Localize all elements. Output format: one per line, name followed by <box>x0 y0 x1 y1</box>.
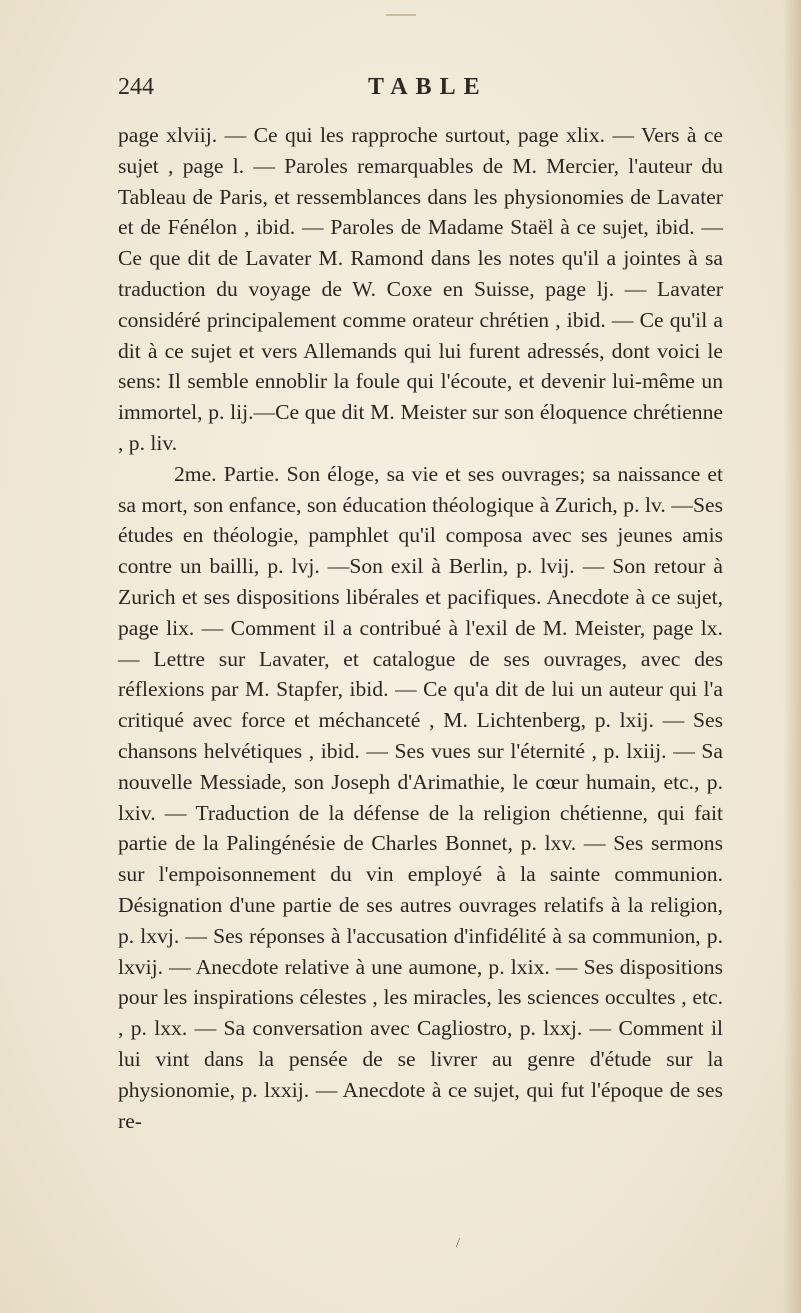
stray-mark: / <box>456 1236 460 1251</box>
paragraph-2: 2me. Partie. Son éloge, sa vie et ses ouvrages; sa naissance et sa mort, son enfance, son éducation théologique à Zurich, p. lv. —Ses études en théologie, pamphlet qu'il composa avec ses jeunes amis contre un bailli, p. lvj. —Son exil à Berlin, p. lvij. — Son retour à Zurich et ses dispositions libérales et pacifiques. Anecdote à ce sujet, page lix. — Comment il a contribué à l'exil de M. Meister, page lx. — Lettre sur Lavater, et catalogue de ses ouvrages, avec des réflexions par M. Stapfer, ibid. — Ce qu'a dit de lui un auteur qui l'a critiqué avec force et méchanceté , M. Lichtenberg, p. lxij. — Ses chansons helvétiques , ibid. — Ses vues sur l'éternité , p. lxiij. — Sa nouvelle Messiade, son Joseph d'Arimathie, le cœur humain, etc., p. lxiv. — Traduction de la défense de la religion chétienne, qui fait partie de la Palingénésie de Charles Bonnet, p. lxv. — Ses sermons sur l'empoisonnement du vin employé à la sainte communion. Désignation d'une partie de ses autres ouvrages relatifs à la religion, p. lxvj. — Ses réponses à l'accusation d'infidélité à sa communion, p. lxvij. — Anecdote relative à une aumone, p. lxix. — Ses dispositions pour les inspirations célestes , les miracles, les sciences occultes , etc. , p. lxx. — Sa conversation avec Cagliostro, p. lxxj. — Comment il lui vint dans la pensée de se livrer au genre d'étude sur la physionomie, p. lxxij. — Anecdote à ce sujet, qui fut l'époque de ses re- <box>118 461 723 1133</box>
page-number: 244 <box>118 74 154 100</box>
paragraph-1: page xlviij. — Ce qui les rapproche surtout, page xlix. — Vers à ce sujet , page l. — Paroles remarquables de M. Mercier, l'auteur du Tableau de Paris, et ressemblances dans les physionomies de Lavater et de Fénélon , ibid. — Paroles de Madame Staël à ce sujet, ibid. — Ce que dit de Lavater M. Ramond dans les notes qu'il a jointes à sa traduction du voyage de W. Coxe en Suisse, page lj. — Lavater considéré principalement comme orateur chrétien , ibid. — Ce qu'il a dit à ce sujet et vers Allemands qui lui furent adressés, dont voici le sens: Il semble ennoblir la foule qui l'écoute, et devenir lui-même un immortel, p. lij.—Ce que dit M. Meister sur son éloquence chrétienne , p. liv. <box>118 123 723 455</box>
paper-mark <box>386 14 416 16</box>
index-text <box>118 120 723 1136</box>
page-edge-shadow <box>783 0 801 1313</box>
page-header <box>118 74 718 114</box>
running-title: TABLE <box>368 74 488 100</box>
